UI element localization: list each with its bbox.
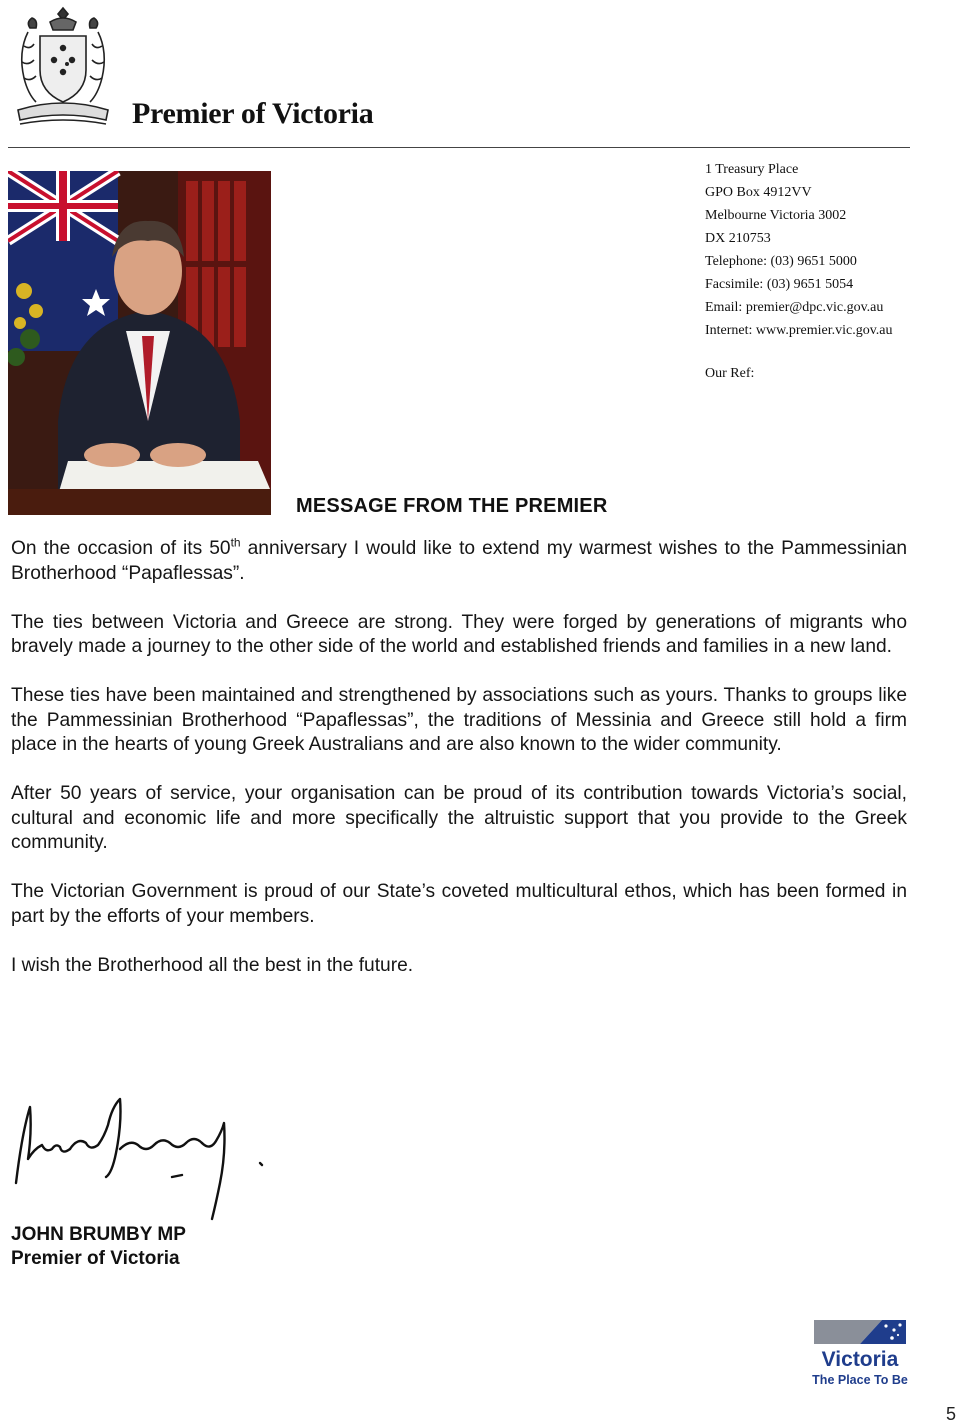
svg-text:The Place To Be: The Place To Be [812,1373,908,1387]
telephone-line: Telephone: (03) 9651 5000 [705,254,857,269]
office-address-block [705,158,893,342]
message-body [11,537,907,1003]
paragraph-5: The Victorian Government is proud of our State’s coveted multicultural ethos, which has been formed in part by the efforts of your members. [11,881,907,927]
paragraph-4: After 50 years of service, your organisation can be proud of its contribution towards Victoria’s social, cultural and economic life and more specifically the altruistic support that you provide to the Greek community. [11,783,907,853]
facsimile-line: Facsimile: (03) 9651 5054 [705,277,854,292]
address-line: Melbourne Victoria 3002 [705,208,847,223]
handwritten-signature-icon [12,1093,270,1223]
signatory-title: Premier of Victoria [11,1248,180,1269]
message-heading: MESSAGE FROM THE PREMIER [296,495,608,517]
svg-text:Victoria: Victoria [821,1348,899,1371]
paragraph-1 [11,537,907,586]
internet-line: Internet: www.premier.vic.gov.au [705,323,893,338]
victoria-logo-icon [812,1318,908,1390]
page-number: 5 [946,1404,957,1424]
email-line: Email: premier@dpc.vic.gov.au [705,300,884,315]
office-title: Premier of Victoria [132,97,374,130]
address-line: GPO Box 4912VV [705,185,812,200]
paragraph-3: These ties have been maintained and strengthened by associations such as yours. Thanks to groups like the Pammessinian Brotherhood “Papaflessas”, the traditions of Messinia and Greece still hold a firm place in the hearts of young Greek Australians and are also known to the wider community. [11,685,907,755]
paragraph-1-start: On the occasion of its 50 [11,538,231,559]
signatory-block [11,1223,186,1271]
our-ref-label: Our Ref: [705,366,755,381]
coat-of-arms-icon [10,2,116,128]
premier-portrait-image [8,171,271,515]
paragraph-6: I wish the Brotherhood all the best in the future. [11,954,414,976]
paragraph-2: The ties between Victoria and Greece are strong. They were forged by generations of migrants who bravely made a journey to the other side of the world and established friends and families in a new land. [11,611,907,657]
signatory-name: JOHN BRUMBY MP [11,1224,186,1245]
address-line: DX 210753 [705,231,771,246]
address-line: 1 Treasury Place [705,162,799,177]
header-divider [8,147,910,148]
paragraph-1-end: anniversary I would like to extend my warmest wishes to the Pammessinian Brotherhood “Papaflessas”. [11,538,908,584]
ordinal-suffix: th [230,535,241,550]
